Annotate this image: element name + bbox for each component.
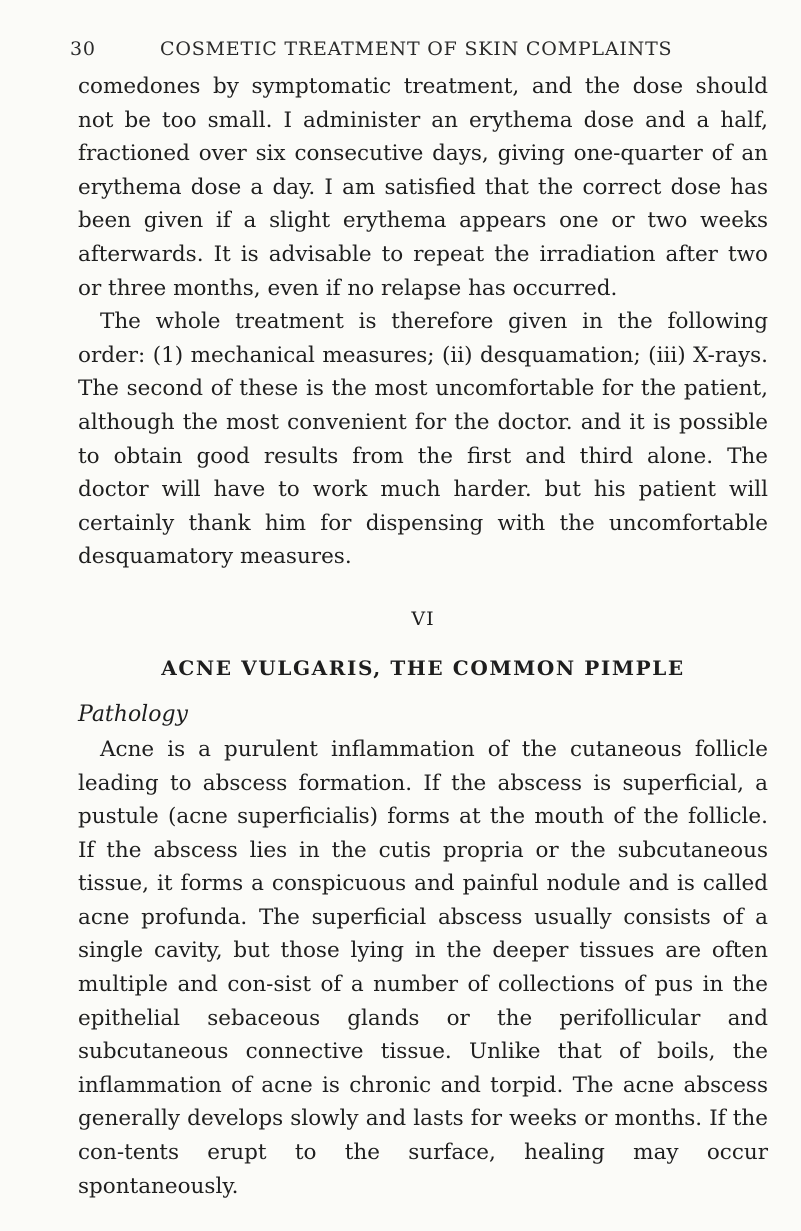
page-number: 30 bbox=[70, 38, 96, 60]
paragraph-treatment-order: The whole treatment is therefore given in the following order: (1) mechanical measures; (ii) desquamation; (iii) X-rays. The second of these is the most uncomfortable for the patient, although the most convenient for the doctor. and it is possible to obtain good results from the first and third alone. The doctor will have to work much harder. but his patient will certainly thank him for dispensing with the uncomfortable desquamatory measures. bbox=[78, 309, 768, 570]
chapter-number: VI bbox=[411, 607, 435, 630]
section-heading: Pathology bbox=[78, 701, 188, 727]
book-page bbox=[70, 38, 768, 1203]
running-head bbox=[70, 38, 768, 60]
section-paragraph: Acne is a purulent inflammation of the cutaneous follicle leading to abscess formation. If the abscess is superficial, a pustule (acne superficialis) forms at the mouth of the follicle. If the abscess lies in the cutis propria or the subcutaneous tissue, it forms a conspicuous and painful nodule and is called acne profunda. The superficial abscess usually consists of a single cavity, but those lying in the deeper tissues are often multiple and con-sist of a number of collections of pus in the epithelial sebaceous glands or the perifollicular and subcutaneous connective tissue. Unlike that of boils, the inflammation of acne is chronic and torpid. The acne abscess generally develops slowly and lasts for weeks or months. If the con-tents erupt to the surface, healing may occur spontaneously. bbox=[78, 736, 768, 1199]
running-title: COSMETIC TREATMENT OF SKIN COMPLAINTS bbox=[160, 38, 673, 60]
chapter-title: ACNE VULGARIS, THE COMMON PIMPLE bbox=[161, 655, 685, 680]
paragraph-continued: comedones by symptomatic treatment, and the dose should not be too small. I administer an erythema dose and a half, fractioned over six consecutive days, giving one-quarter of an erythema dose a day. I am satisfied that the correct dose has been given if a slight erythema appears one or two weeks afterwards. It is advisable to repeat the irradiation after two or three months, even if no relapse has occurred. bbox=[78, 74, 768, 301]
